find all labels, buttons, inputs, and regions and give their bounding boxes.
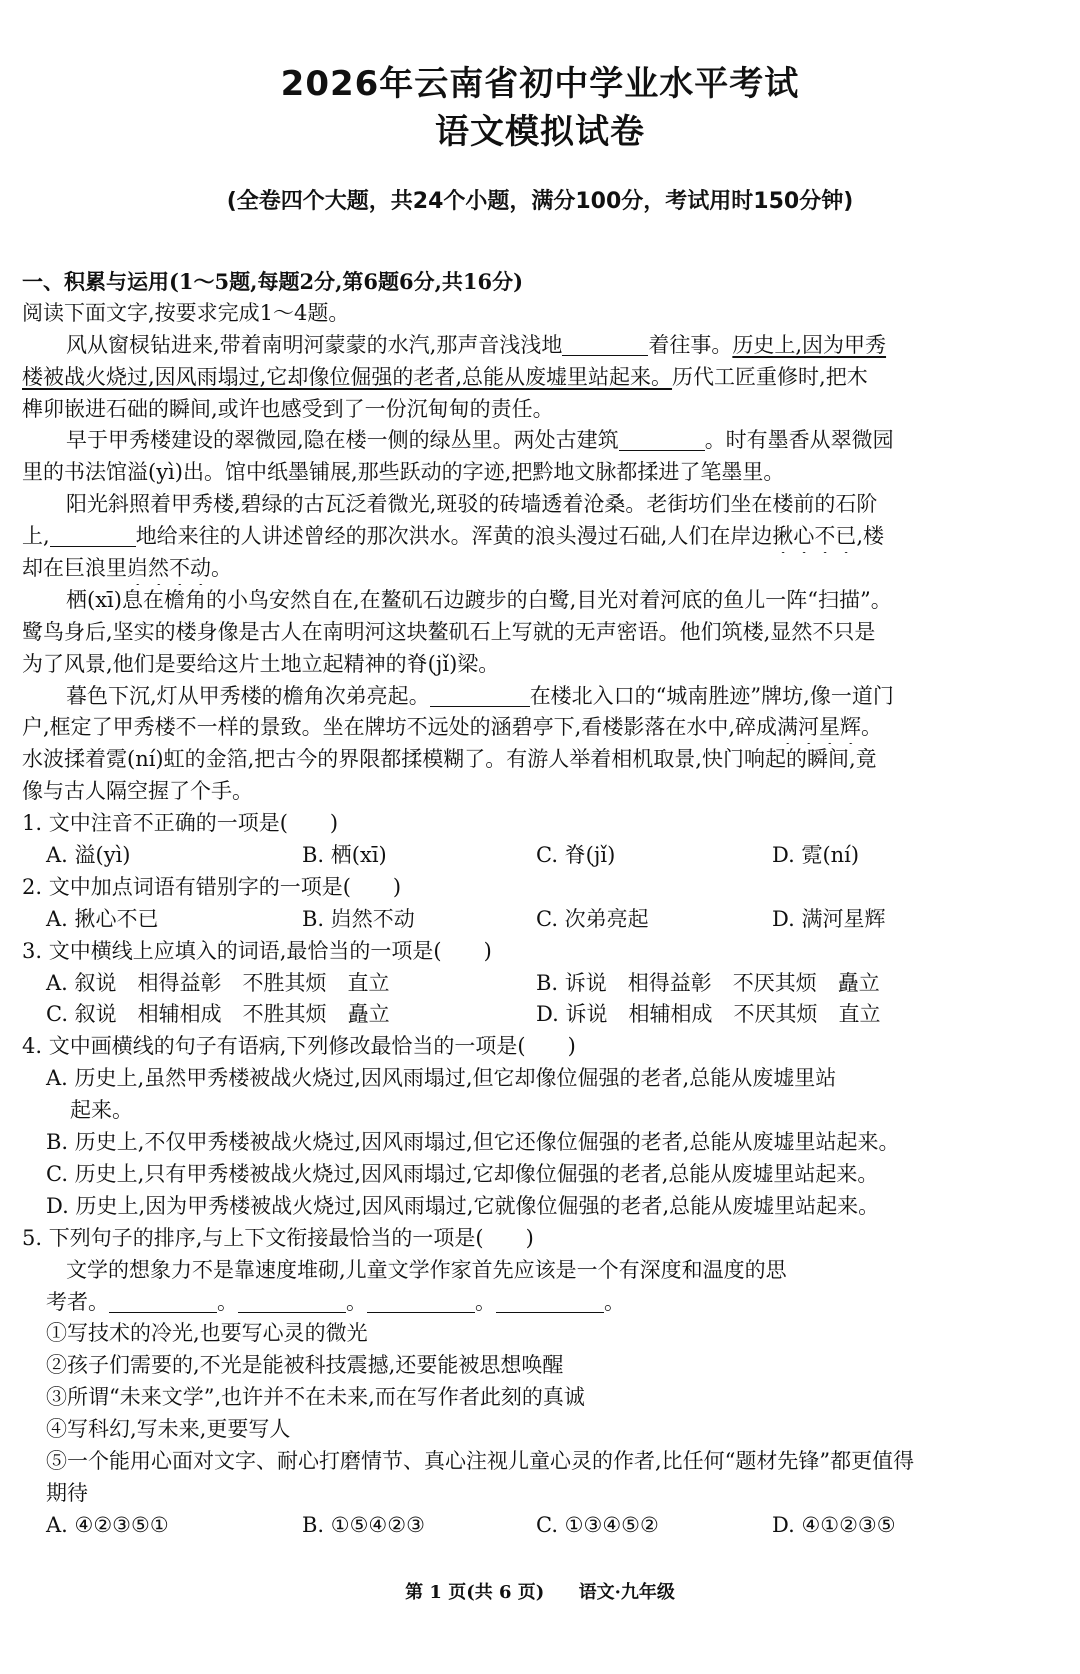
option-b[interactable]: B. ①⑤④②③ [302, 1512, 425, 1537]
option-c[interactable]: C. 叙说 相辅相成 不胜其烦 矗立 [46, 1002, 390, 1027]
passage-line: 像与古人隔空握了个手。 [22, 779, 253, 804]
page-number: 第 1 页(共 6 页) [405, 1582, 545, 1603]
passage-line: 里的书法馆溢(yì)出。馆中纸墨铺展,那些跃动的字迹,把黔地文脉都揉进了笔墨里。 [22, 460, 785, 485]
passage-line: 鹭鸟身后,坚实的楼身像是古人在南明河这块鳌矶石上写就的无声密语。他们筑楼,显然不只是 [22, 619, 876, 644]
order-blank-1 [109, 1290, 217, 1313]
passage-line: 却在巨浪里岿然不动。 [22, 556, 232, 581]
dotted-word: 满河星辉 [777, 715, 862, 740]
option-a[interactable]: A. 历史上,虽然甲秀楼被战火烧过,因风雨塌过,但它却像位倔强的老者,总能从废墟里站 [46, 1066, 837, 1091]
option-a[interactable]: A. 溢(yì) [46, 843, 131, 868]
fill-blank-1 [562, 333, 648, 356]
exam-content [22, 266, 1052, 1542]
dotted-word: 岿然不动 [127, 556, 211, 581]
question-5-passage-blanks: 考者。 。 。 。 。 [46, 1289, 625, 1314]
question-3-options-row1 [22, 968, 1052, 1000]
page-footer [0, 1578, 1080, 1604]
option-d[interactable]: D. 满河星辉 [772, 906, 886, 931]
subject-grade: 语文·九年级 [578, 1582, 675, 1603]
option-b[interactable]: B. 栖(xī) [302, 843, 387, 868]
exam-title: 2026年云南省初中学业水平考试 [280, 64, 800, 104]
fill-blank-3 [50, 524, 136, 547]
option-b[interactable]: B. 诉说 相得益彰 不厌其烦 矗立 [536, 970, 880, 995]
question-4-stem: 4. 文中画横线的句子有语病,下列修改最恰当的一项是( ) [22, 1034, 576, 1059]
passage-line: 榫卯嵌进石础的瞬间,或许也感受到了一份沉甸甸的责任。 [22, 396, 554, 421]
exam-info: (全卷四个大题，共24个小题，满分100分，考试用时150分钟) [226, 189, 854, 214]
option-d[interactable]: D. 历史上,因为甲秀楼被战火烧过,因风雨塌过,它就像位倔强的老者,总能从废墟里站起来。 [46, 1193, 880, 1218]
dotted-word: 次弟亮起 [324, 683, 409, 708]
option-b[interactable]: B. 历史上,不仅甲秀楼被战火烧过,因风雨塌过,但它还像位倔强的老者,总能从废墟里站起来。 [46, 1130, 900, 1155]
option-c[interactable]: C. ①③④⑤② [536, 1512, 659, 1537]
question-2-options [22, 904, 1052, 936]
option-c[interactable]: C. 脊(jǐ) [536, 843, 616, 868]
sentence-2: ②孩子们需要的,不光是能被科技震撼,还要能被思想唤醒 [46, 1353, 564, 1378]
order-blank-3 [367, 1290, 475, 1313]
sentence-4: ④写科幻,写未来,更要写人 [46, 1417, 291, 1442]
sentence-3: ③所谓“未来文学”,也许并不在未来,而在写作者此刻的真诚 [46, 1385, 585, 1410]
passage-line: 户,框定了甲秀楼不一样的景致。坐在牌坊不远处的涵碧亭下,看楼影落在水中,碎成满河星辉。 [22, 715, 883, 740]
underlined-sentence: 楼被战火烧过,因风雨塌过,它却像位倔强的老者,总能从废墟里站起来。 [22, 364, 673, 389]
passage-line: 为了风景,他们是要给这片土地立起精神的脊(jǐ)梁。 [22, 651, 500, 676]
order-blank-4 [496, 1290, 604, 1313]
option-b[interactable]: B. 岿然不动 [302, 906, 415, 931]
option-a-continued[interactable]: 起来。 [70, 1098, 133, 1123]
passage-line: 楼被战火烧过,因风雨塌过,它却像位倔强的老者,总能从废墟里站起来。历代工匠重修时,把木 [22, 364, 868, 389]
question-2-stem: 2. 文中加点词语有错别字的一项是( ) [22, 874, 402, 899]
passage-line: 栖(xī)息在檐角的小鸟安然自在,在鳌矶石边踱步的白鹭,目光对着河底的鱼儿一阵“扫描”。 [66, 587, 892, 612]
passage-line: 风从窗棂钻进来,带着南明河蒙蒙的水汽,那声音浅浅地 着往事。历史上,因为甲秀 [66, 332, 887, 357]
dotted-word: 揪心不已 [772, 524, 857, 549]
question-3-options-row2 [22, 999, 1052, 1031]
option-d[interactable]: D. 霓(ní) [772, 843, 860, 868]
passage-line: 早于甲秀楼建设的翠微园,隐在楼一侧的绿丛里。两处古建筑 。时有墨香从翠微园 [66, 428, 894, 453]
underlined-sentence: 历史上,因为甲秀 [732, 332, 887, 357]
question-5-options [22, 1510, 1052, 1542]
question-5-passage: 文学的想象力不是靠速度堆砌,儿童文学作家首先应该是一个有深度和温度的思 [66, 1257, 787, 1282]
passage-line: 水波揉着霓(ní)虹的金箔,把古今的界限都揉模糊了。有游人举着相机取景,快门响起的瞬间,竟 [22, 747, 877, 772]
question-1-options [22, 840, 1052, 872]
option-d[interactable]: D. ④①②③⑤ [772, 1512, 896, 1537]
sentence-5: ⑤一个能用心面对文字、耐心打磨情节、真心注视儿童心灵的作者,比任何“题材先锋”都更值得 [46, 1448, 915, 1473]
order-blank-2 [238, 1290, 346, 1313]
option-c[interactable]: C. 历史上,只有甲秀楼被战火烧过,因风雨塌过,它却像位倔强的老者,总能从废墟里站起来。 [46, 1161, 879, 1186]
option-a[interactable]: A. 揪心不已 [46, 906, 159, 931]
passage-line: 上, 地给来往的人讲述曾经的那次洪水。浑黄的浪头漫过石础,人们在岸边揪心不已,楼 [22, 524, 885, 549]
sentence-5-continued: 期待 [46, 1480, 88, 1505]
passage-line: 阳光斜照着甲秀楼,碧绿的古瓦泛着微光,斑驳的砖墙透着沧桑。老街坊们坐在楼前的石阶 [66, 492, 878, 517]
option-a[interactable]: A. ④②③⑤① [46, 1512, 169, 1537]
option-c[interactable]: C. 次弟亮起 [536, 906, 649, 931]
option-a[interactable]: A. 叙说 相得益彰 不胜其烦 直立 [46, 970, 390, 995]
exam-subtitle: 语文模拟试卷 [435, 112, 645, 152]
fill-blank-4 [430, 684, 530, 707]
option-d[interactable]: D. 诉说 相辅相成 不厌其烦 直立 [536, 1002, 881, 1027]
fill-blank-2 [619, 428, 705, 451]
question-3-stem: 3. 文中横线上应填入的词语,最恰当的一项是( ) [22, 938, 492, 963]
reading-instruction: 阅读下面文字,按要求完成1～4题。 [22, 300, 350, 325]
sentence-1: ①写技术的冷光,也要写心灵的微光 [46, 1321, 368, 1346]
question-1-stem: 1. 文中注音不正确的一项是( ) [22, 811, 339, 836]
section-heading: 一、积累与运用(1～5题,每题2分,第6题6分,共16分) [22, 269, 524, 294]
passage-line: 暮色下沉,灯从甲秀楼的檐角次弟亮起。 在楼北入口的“城南胜迹”牌坊,像一道门 [66, 683, 894, 708]
question-5-stem: 5. 下列句子的排序,与上下文衔接最恰当的一项是( ) [22, 1225, 534, 1250]
